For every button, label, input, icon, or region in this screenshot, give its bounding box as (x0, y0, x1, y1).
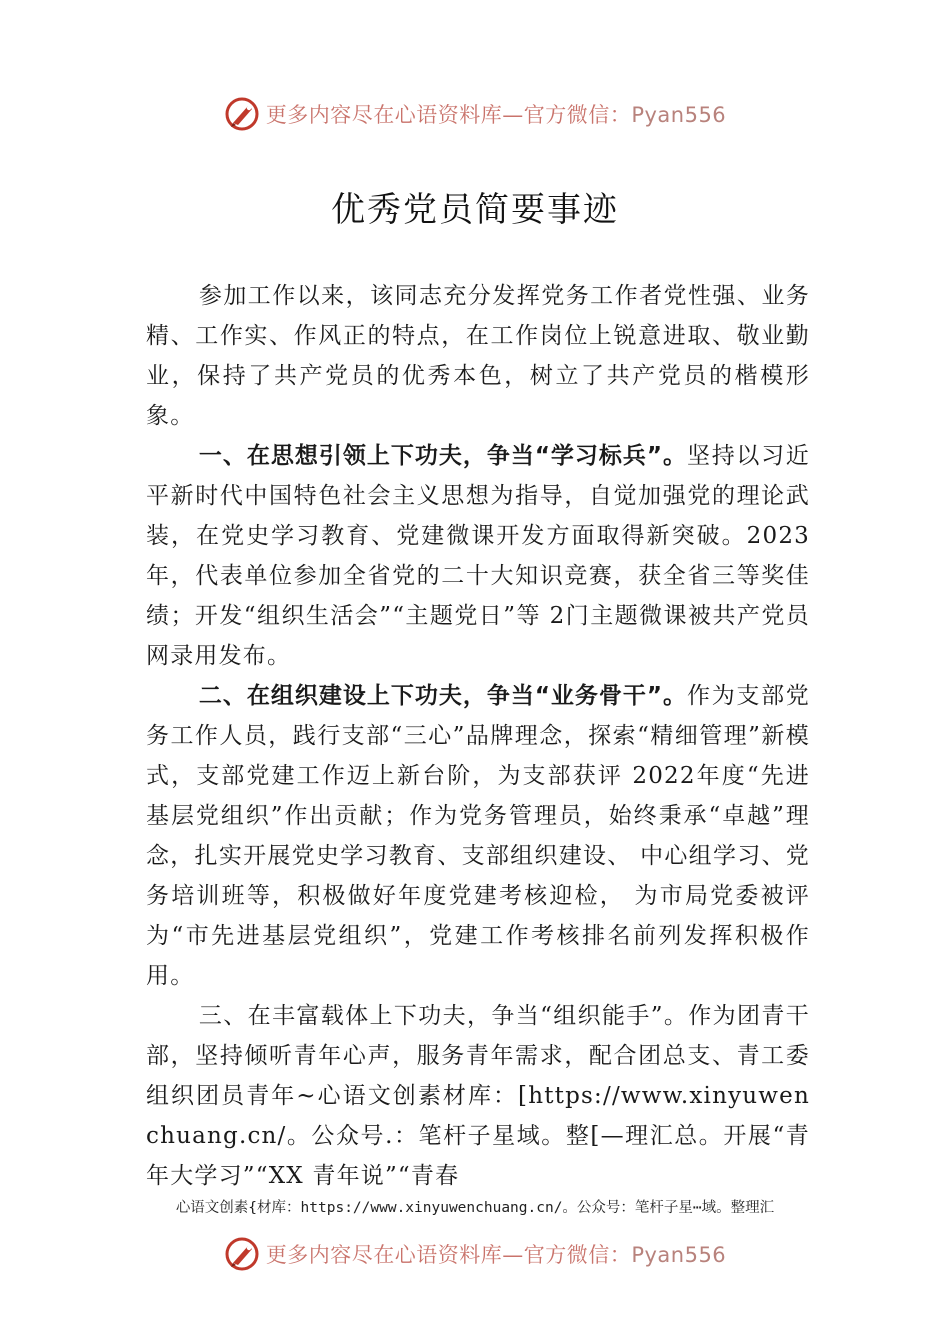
paragraph-intro (146, 276, 810, 436)
page-title: 优秀党员简要事迹 (331, 190, 619, 230)
paragraph-text: 作为支部党务工作人员，践行支部“三心”品牌理念，探索“精细管理”新模式，支部党建工作迈上新台阶，为支部获评 2022年度“先进基层党组织”作出贡献；作为党务管理员，始终秉承“卓越”理念，扎实开展党史学习教育、支部组织建设、 中心组学习、党务培训班等，积极做好年度党建考核迎检， 为市局党委被评为“市先进基层党组织”，党建工作考核排名前列发挥积极作用。 (146, 683, 811, 989)
section-heading: 二、在组织建设上下功夫，争当“业务骨干”。 (198, 683, 688, 709)
paragraph-section-2 (146, 676, 810, 996)
footer-note: 心语文创素{材库：https://www.xinyuwenchuang.cn/。公众号：笔杆子星⋯域。整理汇 (175, 1200, 775, 1216)
paragraph-text: 参加工作以来，该同志充分发挥党务工作者党性强、业务精、工作实、作风正的特点，在工作岗位上锐意进取、敬业勤业，保持了共产党员的优秀本色，树立了共产党员的楷模形象。 (146, 283, 810, 429)
document-body (146, 276, 810, 1196)
banner-wechat-id: Pyan556 (631, 1243, 727, 1267)
paragraph-text: 坚持以习近平新时代中国特色社会主义思想为指导，自觉加强党的理论武装，在党史学习教育、党建微课开发方面取得新突破。2023年，代表单位参加全省党的二十大知识竞赛，获全省三等奖佳绩；开发“组织生活会”“主题党日”等 2门主题微课被共产党员网录用发布。 (146, 443, 811, 669)
pen-logo-icon (224, 96, 260, 132)
pen-logo-icon (224, 1236, 260, 1272)
paragraph-section-1 (146, 436, 810, 676)
section-heading: 一、在思想引领上下功夫，争当“学习标兵”。 (198, 443, 688, 469)
header-banner (0, 92, 950, 136)
banner-site-text: 更多内容尽在心语资料库—官方微信： (265, 1243, 632, 1267)
paragraph-text: 三、在丰富载体上下功夫，争当“组织能手”。作为团青干部，坚持倾听青年心声，服务青年需求，配合团总支、青工委组织团员青年~心语文创素材库：[https://www.xinyuwenchuang.cn/。公众号.：笔杆子星域。整[—理汇总。开展“青年大学习”“XX 青年说”“青春 (146, 1003, 810, 1189)
footer-banner (0, 1232, 950, 1276)
banner-wechat-id: Pyan556 (631, 103, 727, 127)
banner-text (266, 99, 726, 129)
banner-site-text: 更多内容尽在心语资料库—官方微信： (265, 103, 632, 127)
banner-text (266, 1239, 726, 1269)
paragraph-section-3 (146, 996, 810, 1196)
